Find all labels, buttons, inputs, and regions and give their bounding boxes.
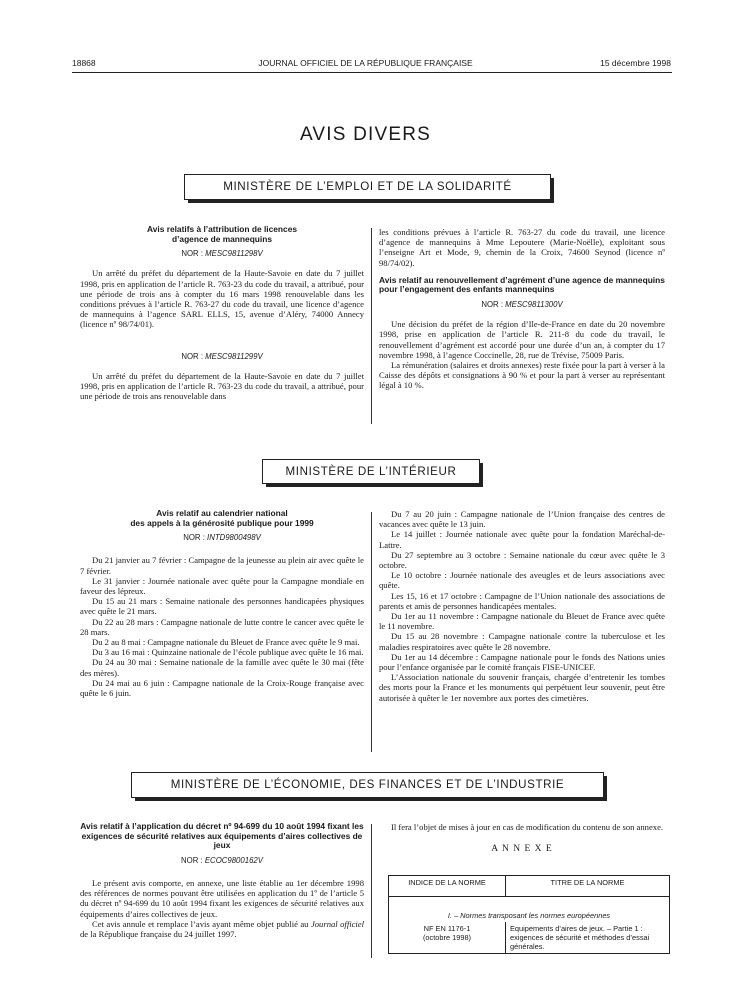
emploi-left-column <box>80 225 364 401</box>
table-section-label: I. – Normes transposant les normes européennes <box>389 897 670 923</box>
economie-right-column <box>379 822 665 854</box>
list-item: Du 21 janvier au 7 février : Campagne de la jeunesse au plein air avec quête le 7 février. <box>80 555 364 576</box>
interieur-right-column <box>379 509 665 703</box>
page-title: AVIS DIVERS <box>299 124 432 145</box>
table-section-row <box>389 897 670 923</box>
norm-date: (octobre 1998) <box>422 933 472 942</box>
list-item: Le 31 janvier : Journée nationale avec quête pour la Campagne mondiale en faveur des lépreux. <box>80 575 364 596</box>
issue-date: 15 décembre 1998 <box>600 58 671 68</box>
notice-title-line2: des appels à la générosité publique pour 1999 <box>130 517 314 528</box>
ministry-economie-box: MINISTÈRE DE L’ÉCONOMIE, DES FINANCES ET DE L’INDUSTRIE <box>131 772 604 798</box>
journal-title: JOURNAL OFFICIEL DE LA RÉPUBLIQUE FRANÇAISE <box>258 58 473 68</box>
annex-table <box>388 875 670 954</box>
nor-reference <box>80 352 364 362</box>
nor-reference <box>379 300 665 310</box>
paragraph <box>80 919 364 939</box>
list-item: Du 1er au 14 décembre : Campagne nationale pour le fonds des Nations unies pour l’enfance organisée par le comité français FISE-UNICEF. <box>379 651 665 673</box>
nor-reference <box>80 533 364 543</box>
list-item: Du 15 au 28 novembre : Campagne nationale contre la tuberculose et les maladies respiratoires avec quête le 28 novembre. <box>379 631 665 652</box>
norm-code: NF EN 1176-1 <box>423 924 471 933</box>
nor-label: NOR : <box>183 533 208 543</box>
paragraph: Le présent avis comporte, en annexe, une liste établie au 1er décembre 1998 des références de normes pouvant être utilisées en application du 1º de l’article 5 du décret nº 94-699 du 10 août 1994 fixant les exigences de sécurité relatives aux équipements d’aires collectives de jeux. <box>80 877 364 919</box>
column-divider <box>371 228 372 424</box>
list-item: Du 7 au 20 juin : Campagne nationale de l’Union française des centres de vacances avec quête le 13 juin. <box>379 509 665 530</box>
notice-title: Avis relatif au renouvellement d’agrément d’une agence de mannequins pour l’engagement des enfants mannequins <box>379 274 665 295</box>
list-item: Du 24 mai au 6 juin : Campagne nationale de la Croix-Rouge française avec quête le 6 juin. <box>80 677 364 699</box>
list-item: Du 1er au 11 novembre : Campagne nationale du Bleuet de France avec quête le 11 novembre. <box>379 611 665 632</box>
list-item: Du 15 au 21 mars : Semaine nationale des personnes handicapées physiques avec quête le 21 mars. <box>80 596 364 617</box>
notice-title <box>80 225 364 244</box>
paragraph: Un arrêté du préfet du département de la Haute-Savoie en date du 7 juillet 1998, pris en application de l’article R. 763-23 du code du travail, a attribué, pour une période de trois ans renouvelable dans <box>80 370 364 402</box>
list-item: Le 10 octobre : Journée nationale des aveugles et de leurs associations avec quête. <box>379 570 665 591</box>
emploi-right-column <box>379 227 665 391</box>
economie-left-column <box>80 822 364 939</box>
nor-code: MESC9811299V <box>205 351 263 361</box>
paragraph: Un arrêté du préfet du département de la Haute-Savoie en date du 7 juillet 1998, pris en application de l’article R. 763-23 du code du travail, a attribué, pour une période de trois ans à compter du 16 mars 1998 renouvelable dans les conditions prévues à l’article R. 763-27 du code du travail, une licence d’agence de mannequins à l’agence SARL ELLS, 15, avenue d’Aléry, 74000 Annecy (licence nº 98/74/01). <box>80 268 364 330</box>
column-header: TITRE DE LA NORME <box>506 876 670 897</box>
column-divider <box>371 824 372 958</box>
text-run: Cet avis annule et remplace l’avis ayant même objet publié au <box>92 918 311 929</box>
nor-code: INTD9800498V <box>207 533 261 543</box>
nor-code: ECOC9800162V <box>204 855 263 865</box>
list-item: Le 14 juillet : Journée nationale avec quête pour la fondation Maréchal-de-Lattre. <box>379 529 665 550</box>
table-cell: Equipements d’aires de jeux. – Partie 1 : exigences de sécurité et méthodes d’essai générales. <box>506 922 670 954</box>
nor-label: NOR : <box>481 300 506 309</box>
notice-title-line2: d’agence de mannequins <box>171 233 273 244</box>
list-item: Du 24 au 30 mai : Semaine nationale de la famille avec quête le 30 mai (fête des mères). <box>80 657 364 678</box>
paragraph: La rémunération (salaires et droits annexes) reste fixée pour la part à verser à la Caisse des dépôts et consignations à 90 % et pour la part à verser au représentant légal à 10 %. <box>379 360 665 391</box>
ministry-interieur-box: MINISTÈRE DE L’INTÉRIEUR <box>262 459 480 484</box>
list-item: L’Association nationale du souvenir français, chargée d’entretenir les tombes des morts pour la France et les monuments qui perpétuent leur souvenir, peut être autorisée à quêter le 1er novembre aux portes des cimetières. <box>379 672 665 703</box>
text-run: de la République française du 24 juillet 1997. <box>80 929 237 939</box>
notice-title-line1: Avis relatif au calendrier national <box>156 508 288 518</box>
table-cell <box>389 922 506 954</box>
column-divider <box>371 512 372 752</box>
list-item: Du 3 au 16 mai : Quinzaine nationale de l’école publique avec quête le 16 mai. <box>92 647 364 658</box>
column-header: INDICE DE LA NORME <box>389 876 506 897</box>
annex-title: A N N E X E <box>491 844 553 855</box>
list-item: Du 27 septembre au 3 octobre : Semaine nationale du cœur avec quête le 3 octobre. <box>379 549 665 571</box>
table-header-row <box>389 876 670 897</box>
nor-code: MESC9811298V <box>205 249 263 259</box>
nor-reference <box>80 249 364 259</box>
header-rule <box>72 72 672 73</box>
paragraph: Une décision du préfet de la région d’Ile-de-France en date du 20 novembre 1998, prise en application de l’article R. 211-8 du code du travail, le renouvellement d’agrément est accordé pour une durée d’un an, à compter du 17 novembre 1998, à l’agence Coccinelle, 28, rue de Trévise, 75009 Paris. <box>379 319 665 360</box>
paragraph: Il fera l’objet de mises à jour en cas de modification du contenu de son annexe. <box>391 822 664 832</box>
notice-title <box>80 509 364 528</box>
list-item: Du 2 au 8 mai : Campagne nationale du Bleuet de France avec quête le 9 mai. <box>92 637 360 648</box>
nor-label: NOR : <box>181 351 206 361</box>
list-item: Les 15, 16 et 17 octobre : Campagne de l’Union nationale des associations de parents et amis de personnes handicapées mentales. <box>379 590 665 611</box>
nor-label: NOR : <box>181 855 205 865</box>
nor-code: MESC9811300V <box>505 300 563 309</box>
nor-reference <box>80 856 364 866</box>
ministry-emploi-box: MINISTÈRE DE L’EMPLOI ET DE LA SOLIDARITÉ <box>184 174 551 200</box>
list-item: Du 22 au 28 mars : Campagne nationale de lutte contre le cancer avec quête le 28 mars. <box>80 616 364 637</box>
journal-name: Journal officiel <box>310 918 364 929</box>
notice-title-line1: Avis relatifs à l’attribution de licences <box>146 224 298 234</box>
table-row <box>389 922 670 954</box>
interieur-left-column <box>80 509 364 698</box>
notice-title: Avis relatif à l’application du décret nº 94-699 du 10 août 1994 fixant les exigences de sécurité relatives aux équipements d’aires collectives de jeux <box>80 821 364 851</box>
paragraph: les conditions prévues à l’article R. 763-27 du code du travail, une licence d’agence de mannequins à Mme Lepoutere (Marie-Noëlle), exploitant sous l’enseigne Art et Mode, 9, chemin de la Croix, 74600 Seynod (licence nº 98/74/02). <box>379 227 665 268</box>
nor-label: NOR : <box>181 249 206 259</box>
page-number: 18868 <box>72 58 96 68</box>
